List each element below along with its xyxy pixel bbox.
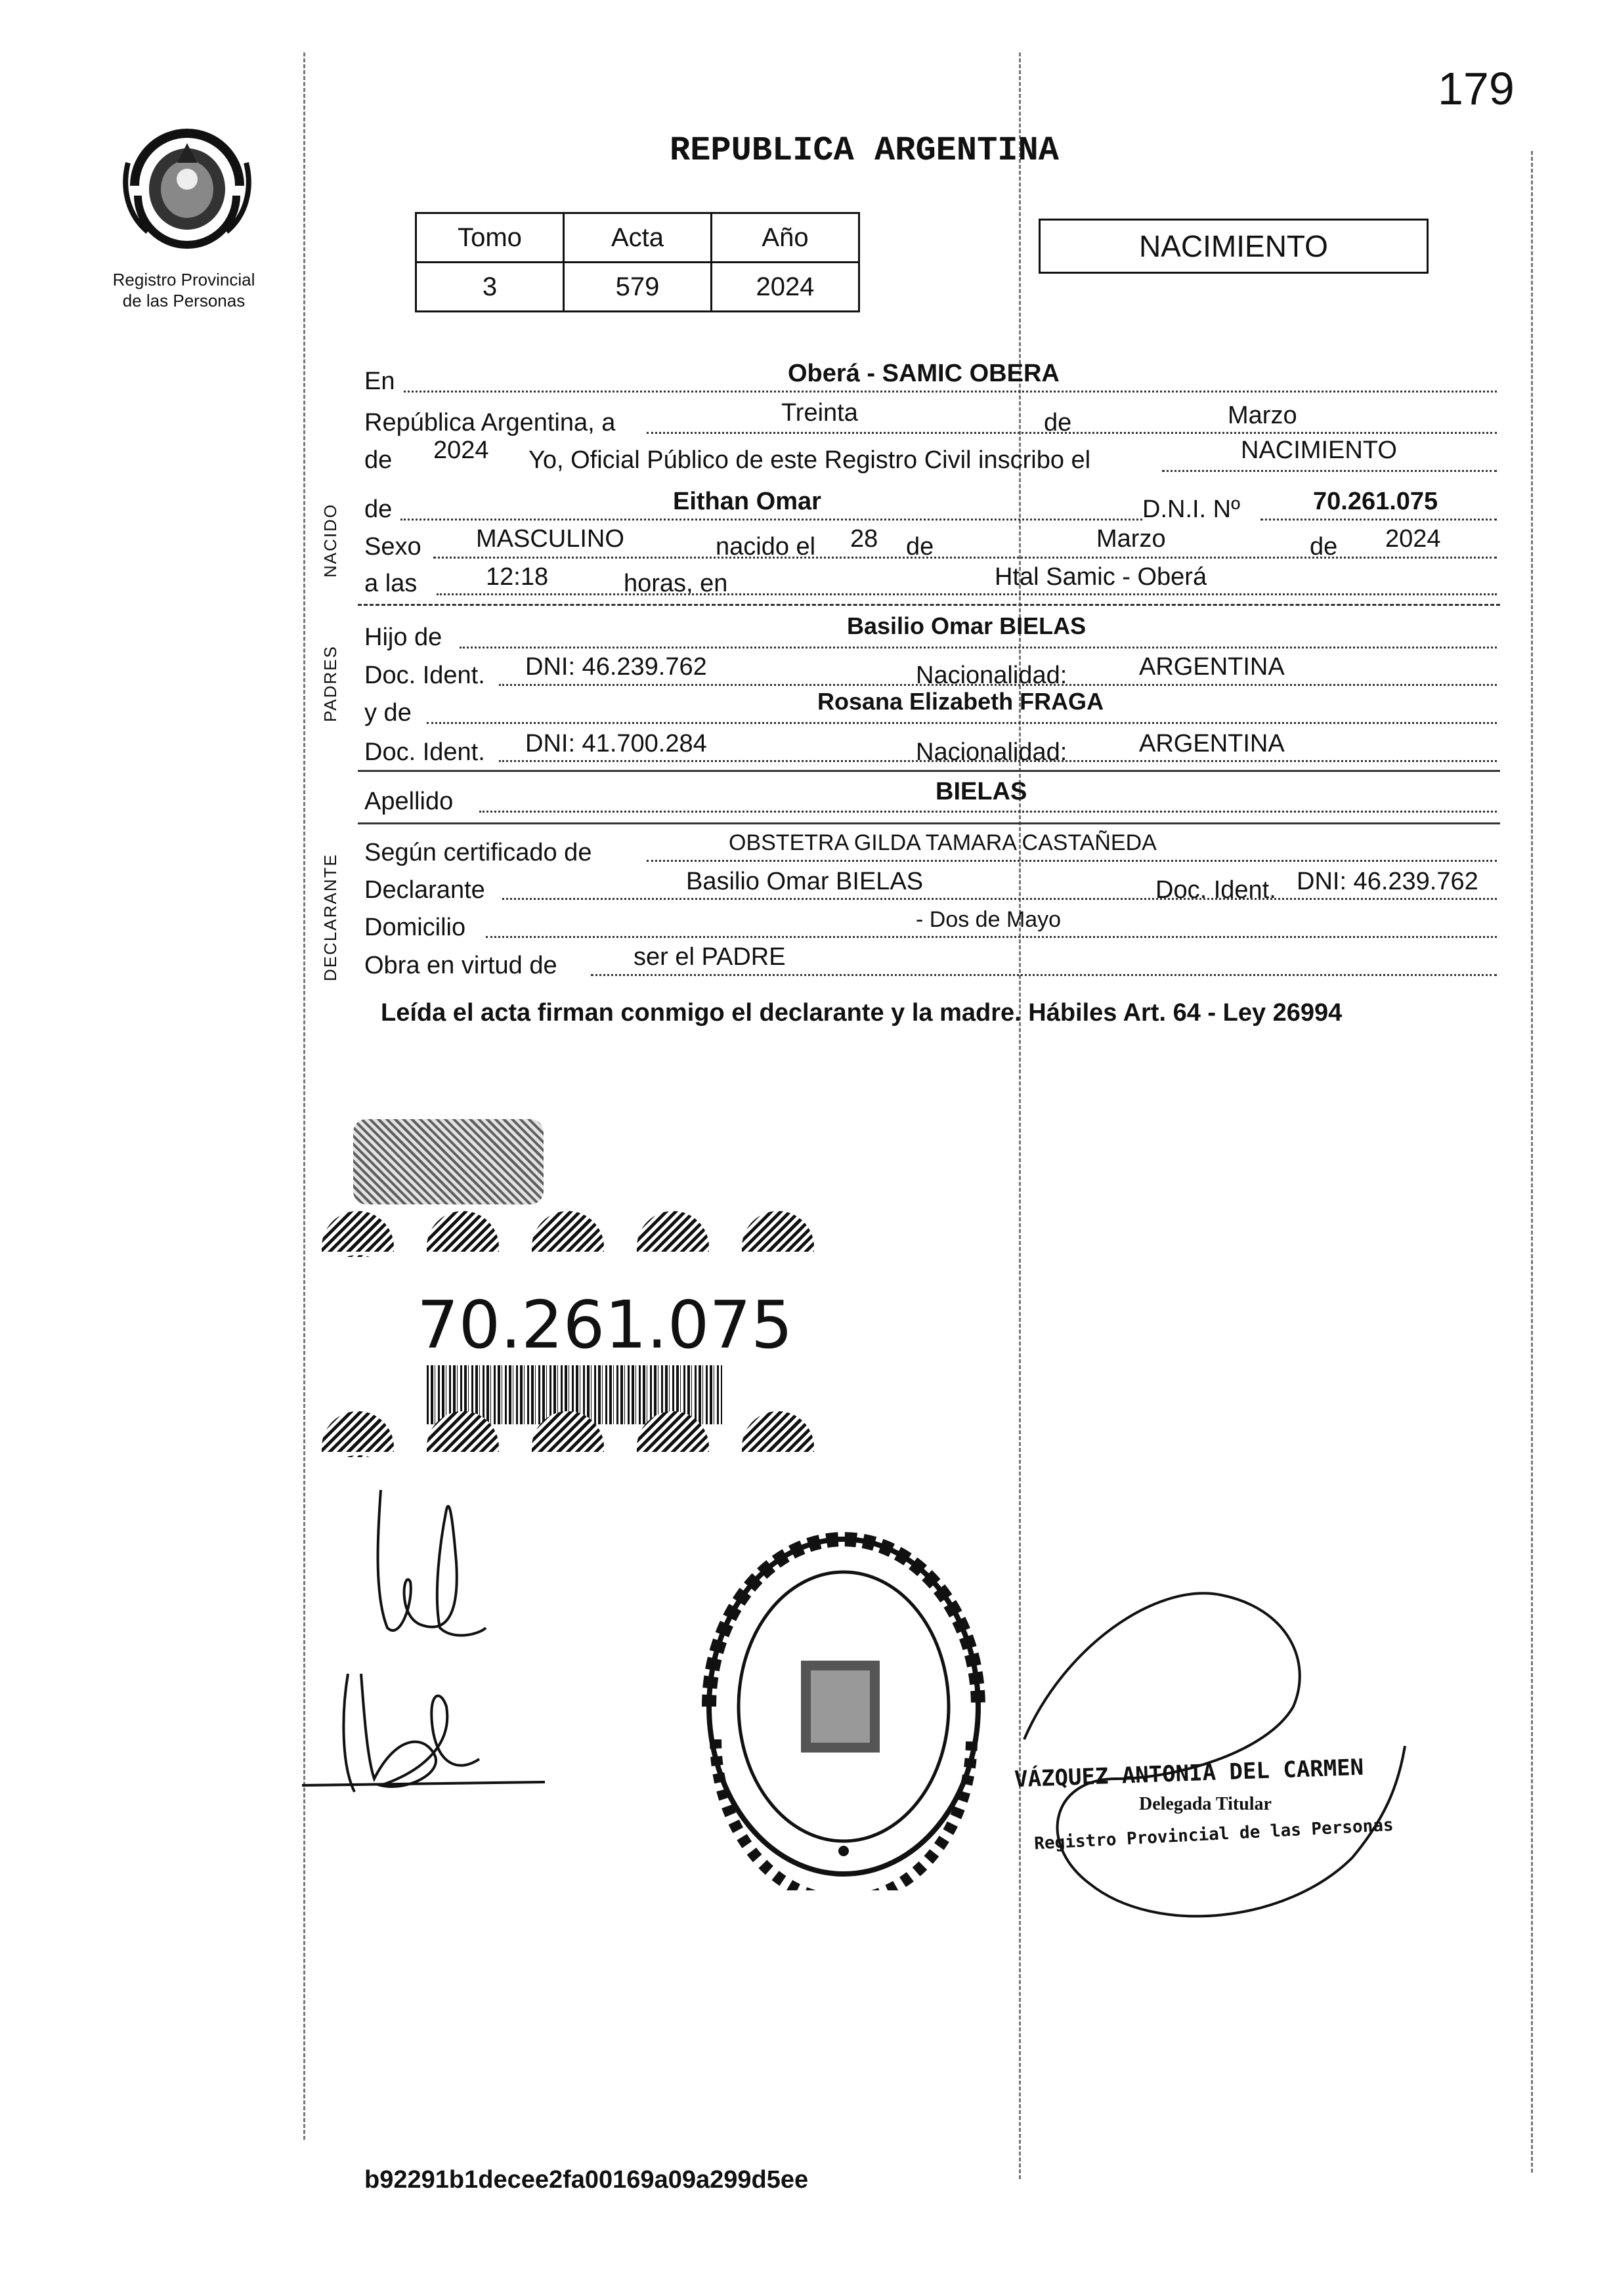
value-mes-nac: Marzo	[1096, 525, 1166, 553]
label-segun: Según certificado de	[364, 839, 592, 866]
line-doc-madre	[499, 760, 1497, 762]
value-acto: NACIMIENTO	[1241, 436, 1397, 464]
label-sexo: Sexo	[364, 533, 421, 561]
line-y-de	[427, 722, 1497, 724]
left-margin-line	[303, 53, 305, 2140]
label-de-anio-nac: de	[1310, 533, 1338, 561]
security-strip-top	[322, 1211, 899, 1257]
record-type-box	[1039, 219, 1429, 274]
value-dni: 70.261.075	[1313, 488, 1438, 515]
mother-signature	[302, 1661, 551, 1815]
line-apellido	[479, 811, 1497, 813]
value-hora: 12:18	[486, 563, 549, 591]
label-yo: Yo, Oficial Público de este Registro Civil inscribo el	[528, 446, 1091, 474]
divider-padres	[358, 770, 1500, 772]
logo-caption	[85, 269, 282, 311]
label-domicilio: Domicilio	[364, 914, 466, 941]
label-declarante: Declarante	[364, 876, 485, 904]
line-republica	[647, 432, 1497, 434]
label-en: En	[364, 368, 395, 395]
logo-caption-line1: Registro Provincial	[112, 270, 255, 289]
value-madre-doc: DNI: 41.700.284	[525, 730, 707, 757]
line-en	[404, 391, 1497, 393]
side-label-declarante: DECLARANTE	[320, 853, 340, 981]
record-table	[415, 212, 860, 312]
label-nacido-el: nacido el	[716, 533, 816, 561]
value-madre: Rosana Elizabeth FRAGA	[817, 688, 1104, 715]
value-certificado: OBSTETRA GILDA TAMARA CASTAÑEDA	[729, 830, 1157, 855]
anio-value: 2024	[712, 263, 859, 312]
label-doc-padre: Doc. Ident.	[364, 662, 485, 689]
line-domicilio	[486, 936, 1497, 938]
closing-note: Leída el acta firman conmigo el declarante y la madre. Hábiles Art. 64 - Ley 26994	[381, 999, 1343, 1027]
value-declarante: Basilio Omar BIELAS	[686, 868, 924, 895]
label-de-mes-nac: de	[906, 533, 934, 561]
label-obra: Obra en virtud de	[364, 952, 557, 979]
label-a-las: a las	[364, 570, 418, 597]
line-segun	[647, 860, 1497, 862]
value-anio-nac: 2024	[1385, 525, 1441, 553]
line-declarante	[502, 898, 1497, 900]
line-obra	[591, 974, 1497, 976]
label-doc-declarante: Doc. Ident.	[1155, 876, 1276, 904]
value-madre-nac: ARGENTINA	[1139, 730, 1285, 757]
hologram-stamp	[353, 1119, 544, 1204]
official-seal	[696, 1523, 991, 1894]
divider-apellido	[358, 822, 1500, 824]
label-dni-no: D.N.I. Nº	[1142, 496, 1240, 523]
registrar-role: Delegada Titular	[1139, 1794, 1272, 1814]
value-lugar-nac: Htal Samic - Oberá	[995, 563, 1207, 591]
label-de-mes: de	[1044, 409, 1072, 436]
divider-nacido	[358, 604, 1500, 606]
label-nac-padre: Nacionalidad:	[916, 662, 1067, 689]
declarant-signature	[341, 1483, 512, 1657]
line-hijo-de	[460, 647, 1497, 648]
label-de-anio: de	[364, 446, 393, 474]
label-doc-madre: Doc. Ident.	[364, 738, 485, 766]
logo-caption-line2: de las Personas	[122, 291, 246, 310]
value-padre-nac: ARGENTINA	[1139, 653, 1285, 681]
line-a-las	[437, 593, 1497, 595]
side-label-nacido: NACIDO	[320, 503, 340, 578]
line-doc-padre	[499, 684, 1497, 686]
col-acta: Acta	[564, 213, 712, 263]
record-type-label: NACIMIENTO	[1139, 229, 1328, 263]
value-padre-doc: DNI: 46.239.762	[525, 653, 707, 681]
security-strip-bottom	[322, 1411, 899, 1457]
value-dia-nac: 28	[850, 525, 878, 553]
label-de-nombre: de	[364, 496, 393, 523]
acta-value: 579	[564, 263, 712, 312]
value-nombre: Eithan Omar	[673, 488, 821, 515]
label-y-de: y de	[364, 699, 412, 727]
value-sexo: MASCULINO	[476, 525, 624, 553]
label-nac-madre: Nacionalidad:	[916, 738, 1067, 766]
value-lugar: Oberá - SAMIC OBERA	[788, 360, 1060, 387]
line-yo	[1162, 470, 1497, 472]
label-hijo-de: Hijo de	[364, 624, 442, 651]
page-title: REPUBLICA ARGENTINA	[670, 131, 1059, 170]
document-hash: b92291b1decee2fa00169a09a299d5ee	[364, 2166, 809, 2194]
value-obra: ser el PADRE	[634, 943, 786, 971]
line-sexo	[433, 557, 1497, 559]
label-apellido: Apellido	[364, 788, 454, 815]
registrar-office: Registro Provincial de las Personas	[1033, 1815, 1394, 1854]
value-dia-texto: Treinta	[781, 399, 858, 427]
line-dni	[1260, 519, 1497, 521]
value-mes-texto: Marzo	[1228, 402, 1297, 429]
tomo-value: 3	[416, 263, 564, 312]
sticker-number: 70.261.075	[417, 1286, 793, 1363]
label-horas-en: horas, en	[624, 570, 728, 597]
col-anio: Año	[712, 213, 859, 263]
value-apellido: BIELAS	[936, 778, 1027, 805]
right-margin-line	[1531, 151, 1533, 2173]
page-number: 179	[1438, 63, 1515, 114]
province-logo	[118, 117, 256, 255]
registrar-name: VÁZQUEZ ANTONIA DEL CARMEN	[1014, 1754, 1364, 1793]
line-nombre	[400, 519, 1142, 521]
value-declarante-doc: DNI: 46.239.762	[1297, 868, 1478, 895]
value-domicilio: - Dos de Mayo	[916, 907, 1062, 932]
label-republica: República Argentina, a	[364, 409, 616, 436]
value-anio-texto: 2024	[433, 436, 489, 464]
value-padre: Basilio Omar BIELAS	[847, 612, 1087, 639]
side-label-padres: PADRES	[320, 645, 340, 722]
col-tomo: Tomo	[416, 213, 564, 263]
